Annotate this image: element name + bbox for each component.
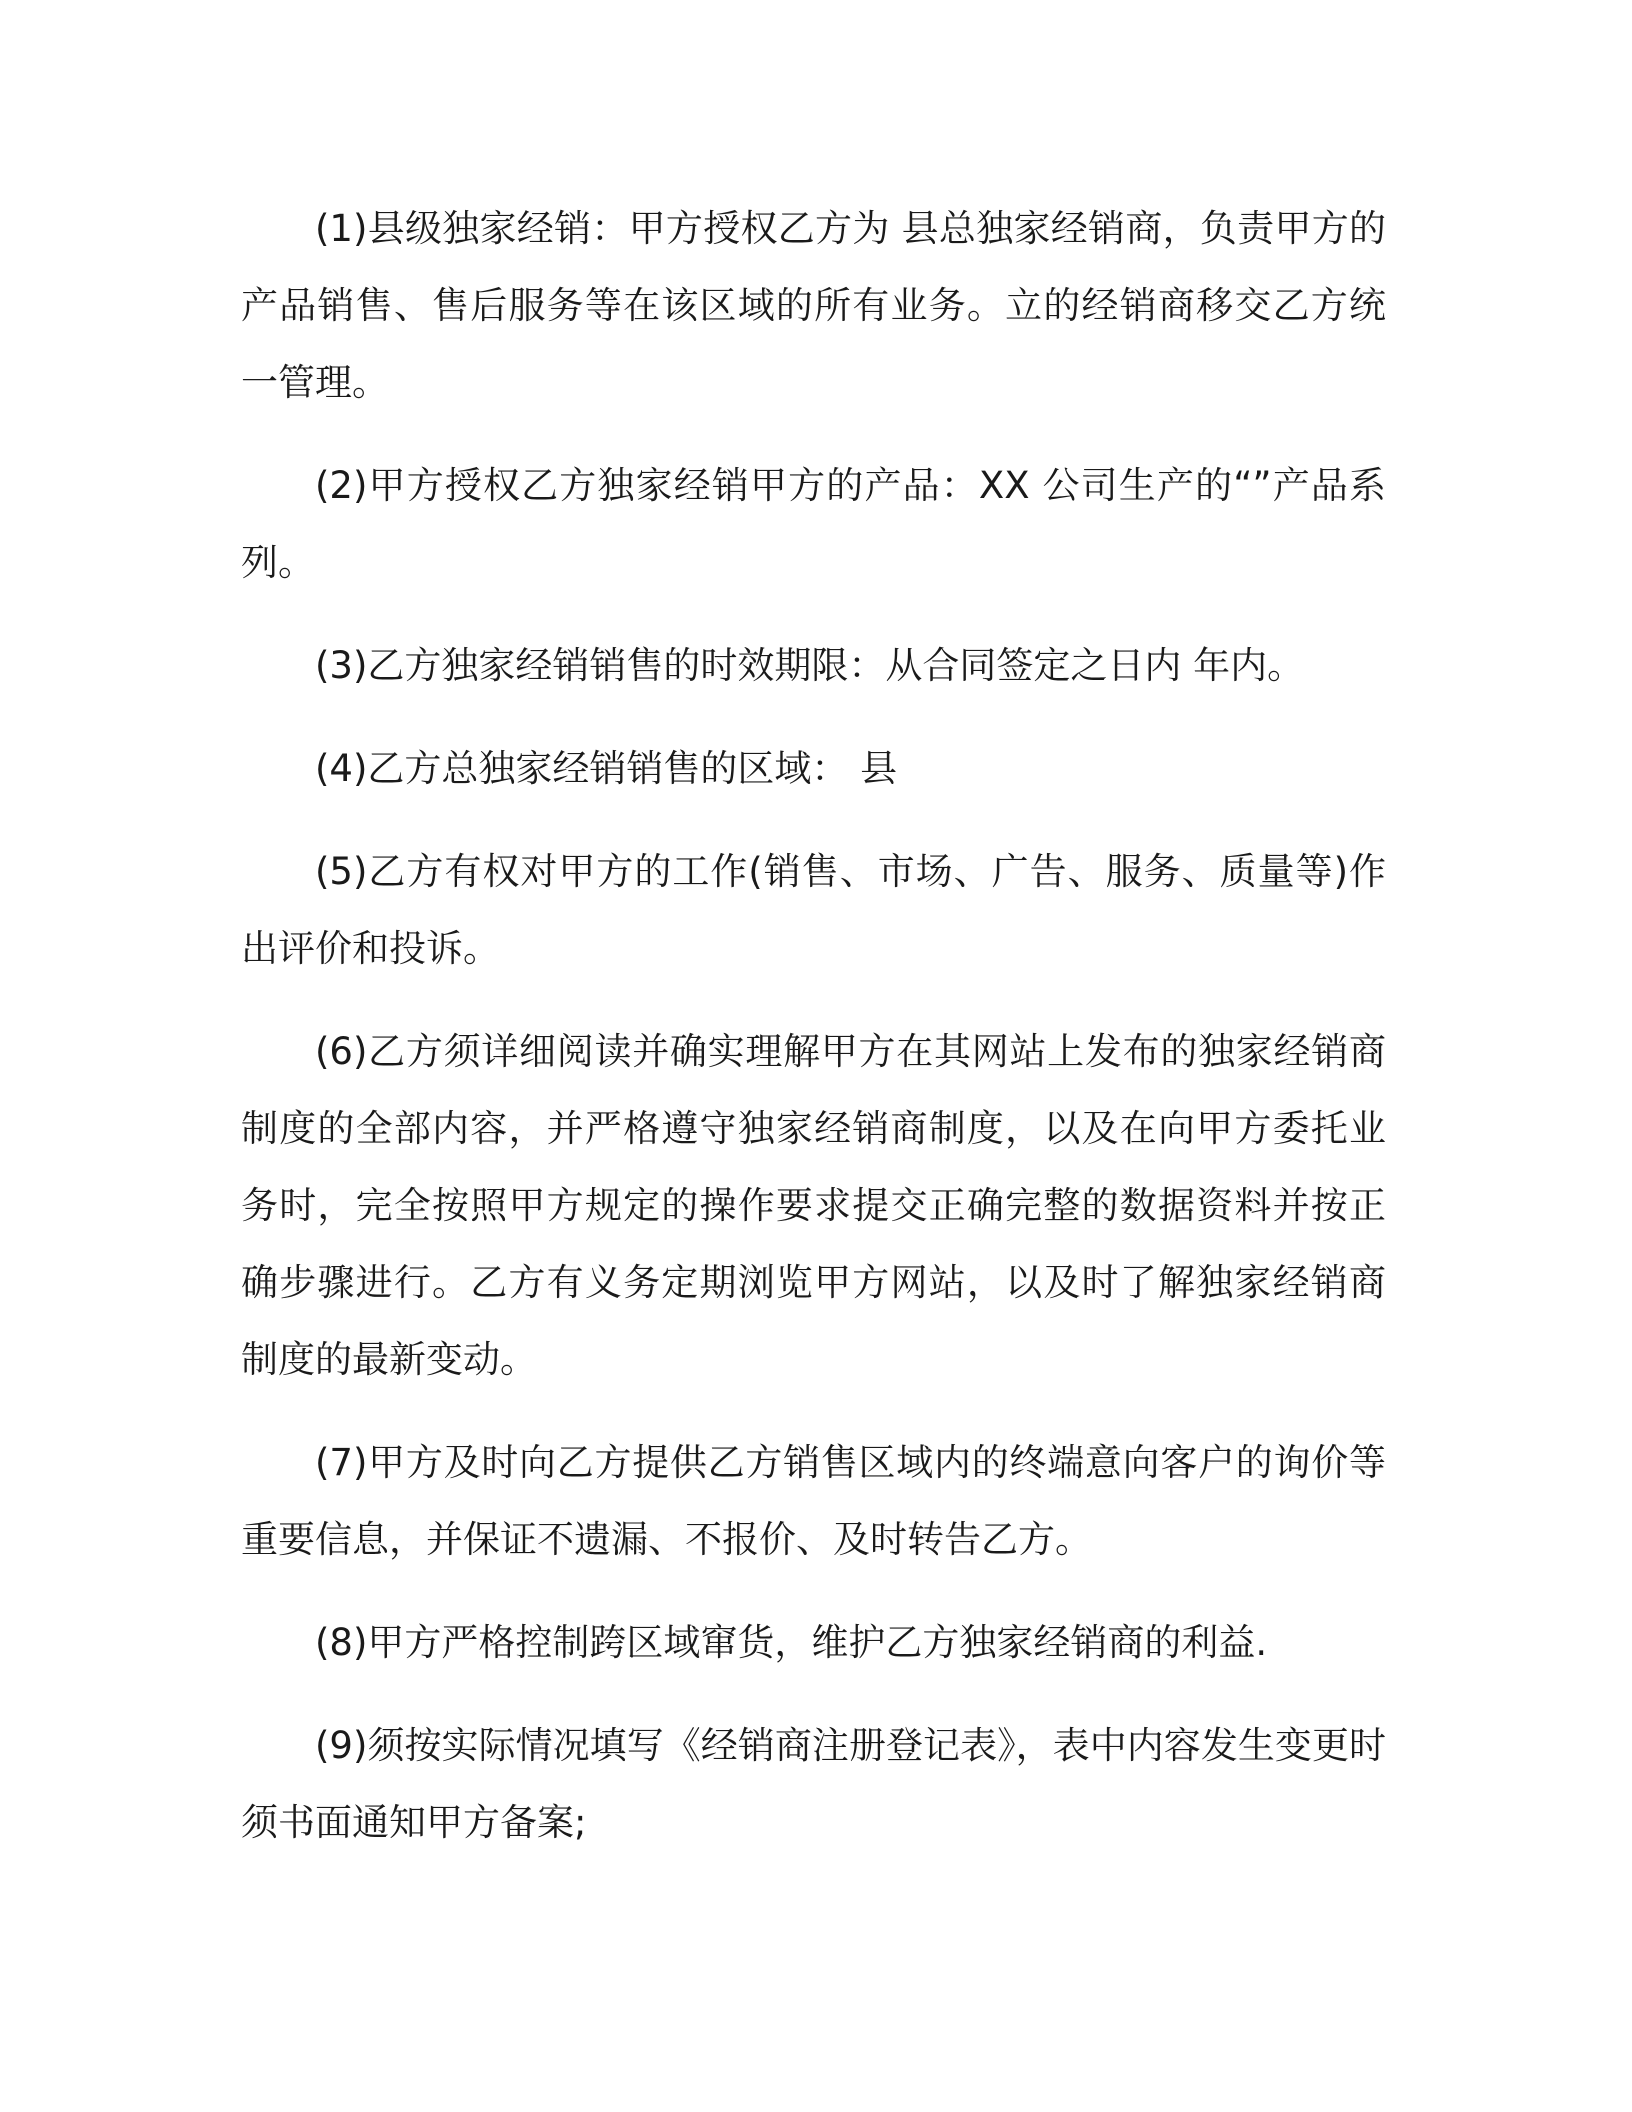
clause-6: (6)乙方须详细阅读并确实理解甲方在其网站上发布的独家经销商制度的全部内容，并严格遵守独家经销商制度，以及在向甲方委托业务时，完全按照甲方规定的操作要求提交正确完整的数据资料并按正确步骤进行。乙方有义务定期浏览甲方网站，以及时了解独家经销商制度的最新变动。 xyxy=(241,1030,1386,1381)
document-body xyxy=(241,190,1386,1861)
clause-3: (3)乙方独家经销销售的时效期限：从合同签定之日内 年内。 xyxy=(315,644,1305,687)
clause-5: (5)乙方有权对甲方的工作(销售、市场、广告、服务、质量等)作出评价和投诉。 xyxy=(241,850,1386,970)
clause-9: (9)须按实际情况填写《经销商注册登记表》，表中内容发生变更时须书面通知甲方备案; xyxy=(241,1724,1386,1844)
clause-1: (1)县级独家经销：甲方授权乙方为 县总独家经销商，负责甲方的产品销售、售后服务等在该区域的所有业务。立的经销商移交乙方统一管理。 xyxy=(241,207,1386,404)
clause-2: (2)甲方授权乙方独家经销甲方的产品：XX 公司生产的“”产品系列。 xyxy=(241,464,1386,584)
clause-4: (4)乙方总独家经销销售的区域： 县 xyxy=(315,747,898,790)
clause-8: (8)甲方严格控制跨区域窜货，维护乙方独家经销商的利益. xyxy=(315,1621,1268,1664)
clause-7: (7)甲方及时向乙方提供乙方销售区域内的终端意向客户的询价等重要信息，并保证不遗漏、不报价、及时转告乙方。 xyxy=(241,1441,1386,1561)
